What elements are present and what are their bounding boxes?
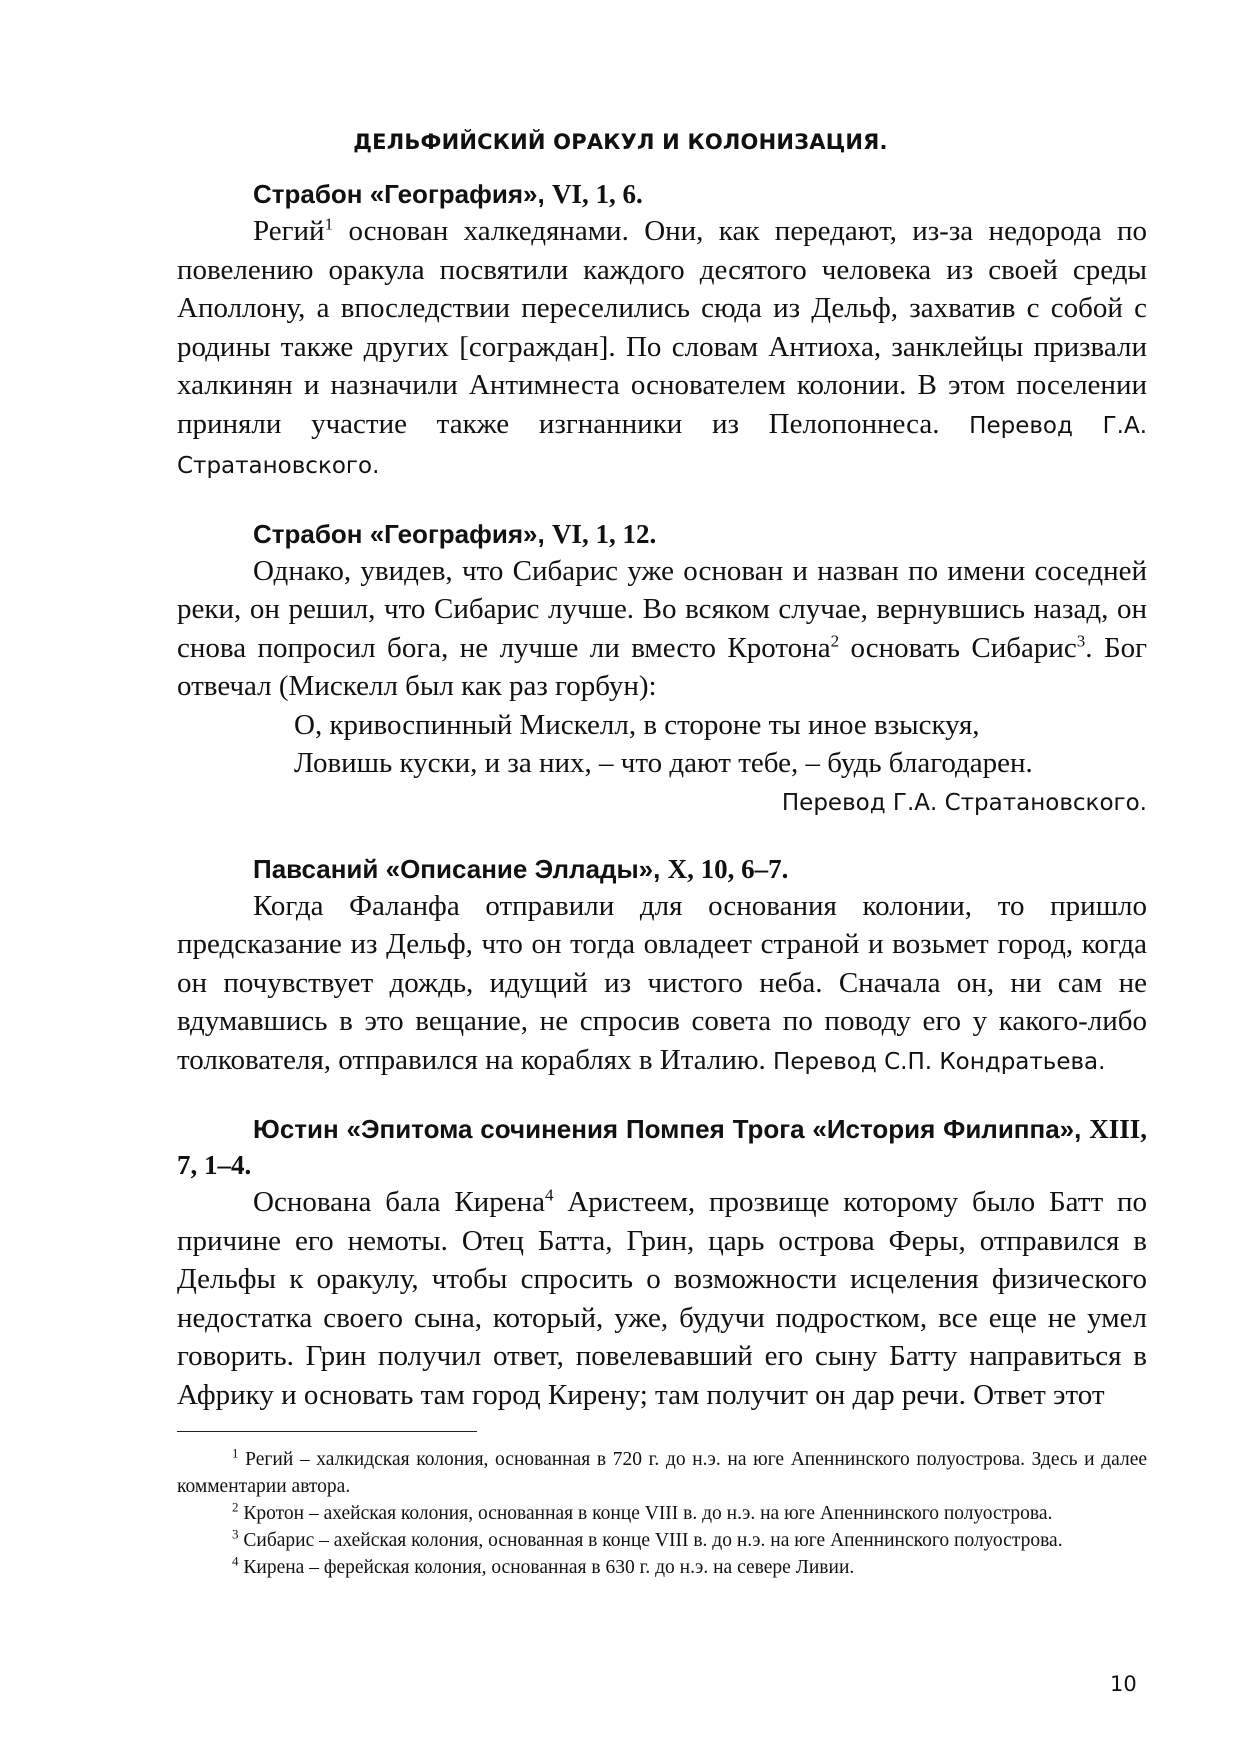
footnote-text: Кротон – ахейская колония, основанная в конце VIII в. до н.э. на юге Апеннинского полуострова. [243, 1503, 1053, 1524]
translator-credit: Перевод Г.А. Стратановского. [781, 789, 1147, 816]
footnote [177, 1554, 1147, 1581]
footnote-number: 4 [232, 1553, 239, 1569]
section-heading [177, 176, 1147, 212]
section-strabo-vi-1-6 [177, 176, 1147, 486]
section-heading [177, 851, 1147, 887]
section-strabo-vi-1-12 [177, 516, 1147, 821]
heading-title: Страбон «География», [253, 518, 545, 549]
heading-reference: VI, 1, 12. [551, 518, 657, 549]
footnotes [177, 1446, 1147, 1581]
footnote-ref[interactable]: 1 [324, 214, 334, 234]
footnote-number: 1 [232, 1445, 239, 1461]
footnote-ref[interactable]: 2 [830, 630, 840, 650]
verse-line: Ловишь куски, и за них, – что дают тебе, – будь благодарен. [294, 747, 1033, 779]
paragraph-text: Аристеем, прозвище которому было Батт по причине его немоты. Отец Батта, Грин, царь острова Феры, отправился в Дельфы к оракулу, чтобы спросить о возможности исцеления физического недостатка своего сына, который, уже, будучи подростком, все еще не умел говорить. Грин получил ответ, повелевавший его сыну Батту направиться в Африку и основать там город Кирену; там получит он дар речи. Ответ этот [177, 1186, 1147, 1411]
section-paragraph [177, 212, 1147, 486]
heading-title: Страбон «География», [253, 179, 545, 209]
section-heading [177, 516, 1147, 552]
footnote-number: 2 [232, 1499, 239, 1515]
main-text [177, 176, 1147, 1444]
section-heading [177, 1111, 1147, 1183]
section-pausanias [177, 851, 1147, 1082]
heading-reference: XIII, 7, 1–4. [177, 1114, 1148, 1180]
footnote [177, 1500, 1147, 1527]
heading-reference: VI, 1, 6. [551, 179, 643, 209]
heading-reference: X, 10, 6–7. [667, 853, 789, 884]
heading-title: Павсаний «Описание Эллады», [253, 853, 661, 884]
translator-credit: Перевод С.П. Кондратьева. [773, 1048, 1106, 1075]
paragraph-text: основан халкедянами. Они, как передают, из-за недорода по повелению оракула посвятили каждого десятого человека из своей среды Аполлону, а впоследствии переселились сюда из Дельф, захватив с собой с родины также других [сограждан]. По словам Антиоха, занклейцы призвали халкинян и назначили Антимнеста основателем колонии. В этом поселении приняли участие также изгнанники из Пелопоннеса. [177, 215, 1147, 440]
footnote-text: Сибарис – ахейская колония, основанная в конце VIII в. до н.э. на юге Апеннинского полуострова. [243, 1530, 1063, 1551]
section-justin [177, 1111, 1147, 1414]
footnote [177, 1527, 1147, 1554]
paragraph-text: Когда Фаланфа отправили для основания колонии, то пришло предсказание из Дельф, что он тогда овладеет страной и возьмет город, когда он почувствует дождь, идущий из чистого неба. Сначала он, ни сам не вдумавшись в это вещание, не спросив совета по поводу его у какого-либо толкователя, отправился на кораблях в Италию. [177, 889, 1147, 1076]
page-number: 10 [1110, 1672, 1137, 1696]
section-paragraph [177, 1183, 1147, 1414]
page-title: ДЕЛЬФИЙСКИЙ ОРАКУЛ И КОЛОНИЗАЦИЯ. [353, 130, 888, 154]
paragraph-text: Регий [253, 215, 325, 247]
footnote [177, 1446, 1147, 1500]
translator-credit: Перевод Г.А. Стратановского. [177, 412, 1148, 479]
paragraph-text: . Бог отвечал (Мискелл был как раз горбун): [177, 631, 1147, 702]
paragraph-text: Однако, увидев, что Сибарис уже основан и назван по имени соседней реки, он решил, что Сибарис лучше. Во всяком случае, вернувшись назад, он снова попросил бога, не лучше ли вместо Кротона [177, 554, 1147, 664]
section-paragraph [177, 552, 1147, 706]
footnote-text: Регий – халкидская колония, основанная в 720 г. до н.э. на юге Апеннинского полуострова. Здесь и далее комментарии автора. [177, 1449, 1148, 1497]
paragraph-text: Основана бала Кирена [253, 1186, 545, 1218]
footnote-ref[interactable]: 4 [544, 1185, 554, 1205]
heading-title: Юстин «Эпитома сочинения Помпея Трога «История Филиппа», [253, 1114, 1082, 1144]
paragraph-text: основать Сибарис [839, 631, 1077, 664]
section-paragraph [177, 887, 1147, 1082]
footnote-divider [177, 1431, 477, 1432]
footnote-text: Кирена – ферейская колония, основанная в 630 г. до н.э. на севере Ливии. [243, 1557, 855, 1578]
footnote-number: 3 [232, 1526, 239, 1542]
verse-line: О, кривоспинный Мискелл, в стороне ты иное взыскуя, [294, 708, 980, 741]
footnote-ref[interactable]: 3 [1076, 630, 1086, 650]
